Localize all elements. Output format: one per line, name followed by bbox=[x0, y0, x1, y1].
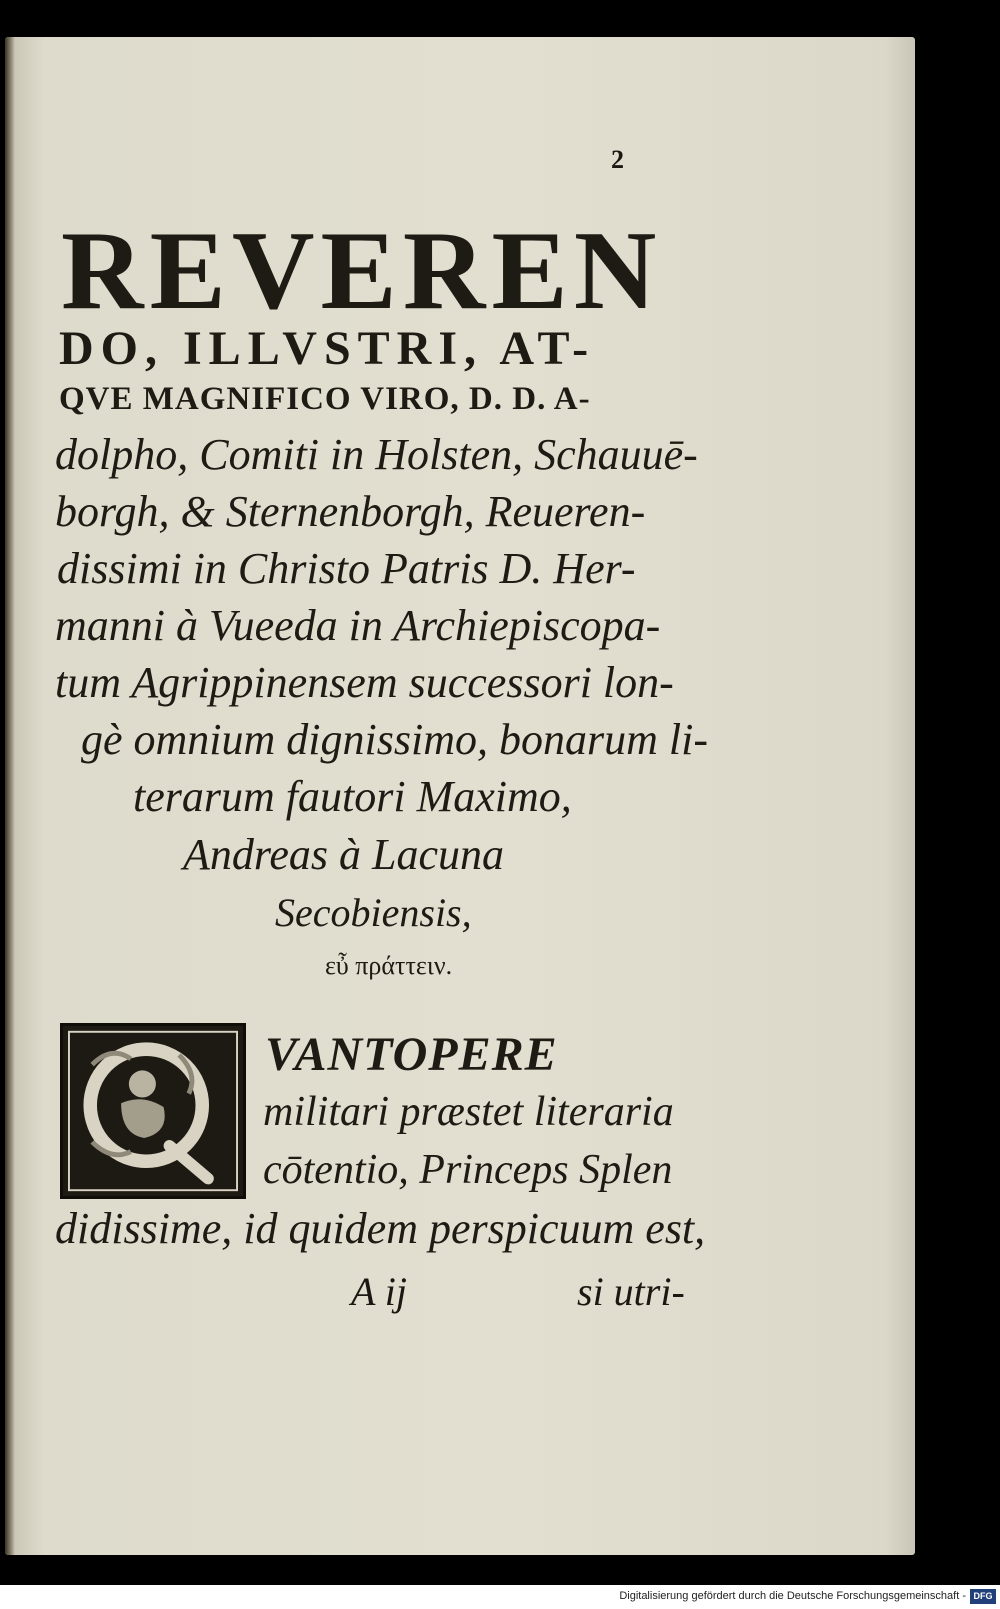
body-line-4: didissime, id quidem perspicuum est, bbox=[55, 1204, 706, 1253]
ornamental-initial bbox=[60, 1023, 246, 1199]
signature-mark bbox=[351, 1268, 407, 1315]
heading-line-6: dissimi in Christo Patris D. Her- bbox=[57, 544, 636, 593]
author-name: Andreas à Lacuna bbox=[183, 830, 505, 879]
heading-line-1: REVEREN bbox=[61, 209, 663, 333]
greek-greeting: εὖ πράττειν. bbox=[325, 951, 453, 980]
catchword: si utri- bbox=[577, 1269, 685, 1314]
body-line-3: cōtentio, Princeps Splen bbox=[263, 1147, 673, 1193]
book-page bbox=[5, 37, 915, 1555]
ornamental-initial-artwork bbox=[63, 1026, 243, 1196]
footer-credit: Digitalisierung gefördert durch die Deutsche Forschungsgemeinschaft - bbox=[619, 1590, 966, 1602]
heading-line-9: gè omnium dignissimo, bonarum li- bbox=[81, 715, 708, 764]
heading-line-5: borgh, & Sternenborgh, Reueren- bbox=[55, 487, 646, 536]
body-line-1: VANTOPERE bbox=[265, 1028, 558, 1081]
heading-line-7: manni à Vueeda in Archiepiscopa- bbox=[55, 601, 661, 650]
dfg-logo: DFG bbox=[970, 1589, 996, 1604]
page-edge bbox=[5, 37, 15, 1555]
heading-line-3: QVE MAGNIFICO VIRO, D. D. A- bbox=[59, 381, 591, 417]
body-line-2: militari præstet literaria bbox=[263, 1089, 674, 1135]
author-origin: Secobiensis, bbox=[275, 890, 472, 935]
signature-text: A ij bbox=[351, 1269, 407, 1314]
digitization-footer bbox=[0, 1585, 1000, 1609]
heading-line-8: tum Agrippinensem successori lon- bbox=[55, 658, 674, 707]
heading-line-2: DO, ILLVSTRI, AT- bbox=[59, 322, 596, 375]
heading-line-10: terarum fautori Maximo, bbox=[133, 772, 572, 821]
heading-line-4: dolpho, Comiti in Holsten, Schauuē- bbox=[55, 430, 698, 479]
folio-number: 2 bbox=[611, 145, 624, 174]
